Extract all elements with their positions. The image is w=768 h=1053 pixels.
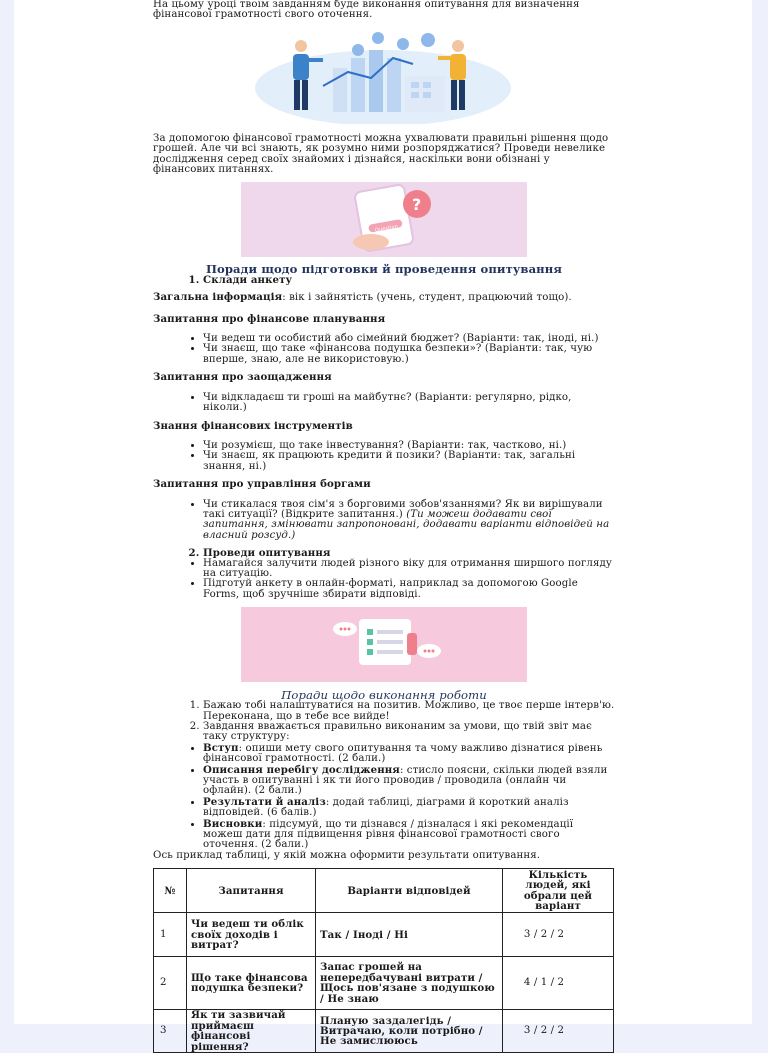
general-info <box>153 292 615 303</box>
list-item <box>203 500 615 542</box>
savings-questions <box>153 393 615 414</box>
list-item: 2. Завдання вважається правильно виконаним за умови, що твій звіт має таку структуру: <box>203 722 615 743</box>
structure-label: Вступ <box>203 741 239 754</box>
debt-question: Чи стикалася твоя сім'я з борговими зобов'язаннями? Як ви вирішували такі ситуації? (Відкрите запитання.) <box>203 498 603 520</box>
list-item: • Підготуй анкету в онлайн-форматі, наприклад за допомогою Google Forms, щоб зручніше збирати відповіді. <box>203 579 615 600</box>
list-item <box>203 797 615 819</box>
table-cell: 4 / 1 / 2 <box>503 957 614 1010</box>
checklist-illustration <box>241 607 527 682</box>
list-item: • Чи знаєш, як працюють кредити й позики? (Варіанти: так, загальні знання, ні.) <box>203 451 615 472</box>
structure-text: : додай таблиці, діаграми й короткий аналіз відповідей. (6 балів.) <box>203 796 569 819</box>
table-cell: 3 <box>154 1010 187 1053</box>
table-row <box>154 957 614 1010</box>
structure-text: : підсумуй, що ти дізнався / дізналася і які рекомендації можеш дати для підвищення рівня фінансової грамотності свого оточення. (2 бали.) <box>203 818 574 851</box>
table-cell: Як ти зазвичай приймаєш фінансові рішення? <box>187 1010 316 1053</box>
table-header-cell: Запитання <box>187 869 316 913</box>
planning-questions <box>153 334 615 365</box>
table-cell: Так / Іноді / Ні <box>316 913 503 957</box>
table-intro: Ось приклад таблиці, у якій можна оформити результати опитування. <box>153 849 541 861</box>
structure-text: : стисло поясни, скільки людей взяли участь в опитуванні і як ти його проводив / проводила (онлайн чи офлайн). (2 бали.) <box>203 764 608 797</box>
table-row <box>154 913 614 957</box>
table-cell: 3 / 2 / 2 <box>503 913 614 957</box>
general-info-text: : вік і зайнятість (учень, студент, працюючий тощо). <box>282 292 572 304</box>
conduct-tips <box>153 559 615 601</box>
debt-hint: (Ти можеш додавати свої запитання, змінювати запропоновані, додавати варіанти відповідей на власний розсуд.) <box>203 508 610 541</box>
list-item <box>203 743 615 765</box>
steps-list-1 <box>153 275 615 285</box>
report-structure <box>153 743 615 851</box>
structure-label: Результати й аналіз <box>203 795 326 808</box>
list-item <box>203 819 615 851</box>
intro-paragraph-2: За допомогою фінансової грамотності можна ухвалювати правильні рішення щодо грошей. Але чи всі знають, як розумно ними розпоряджатися? Проведи невелике дослідження серед своїх знайомих і дізнайся, наскільки вони обізнані у фінансових питаннях. <box>153 132 609 176</box>
table-cell: Що таке фінансова подушка безпеки? <box>187 957 316 1010</box>
table-header-row <box>154 869 614 913</box>
table-header-cell: Варіанти відповідей <box>316 869 503 913</box>
preparation-heading: Поради щодо підготовки й проведення опитування <box>205 262 563 277</box>
structure-label: Описання перебігу дослідження <box>203 763 400 776</box>
steps-list-2 <box>153 548 615 558</box>
document-page <box>14 0 752 1053</box>
list-item: • Чи знаєш, що таке «фінансова подушка безпеки»? (Варіанти: так, чую вперше, знаю, але не використовую.) <box>203 344 615 365</box>
list-item: 1. Бажаю тобі налаштуватися на позитив. Можливо, це твоє перше інтерв'ю. Переконана, що в тебе все вийде! <box>203 701 615 722</box>
table-cell: 1 <box>154 913 187 957</box>
list-item: • Чи відкладаєш ти гроші на майбутнє? (Варіанти: регулярно, рідко, ніколи.) <box>203 393 615 414</box>
list-item <box>203 765 615 797</box>
work-tips-list <box>153 701 615 743</box>
financial-literacy-illustration <box>253 28 513 124</box>
structure-label: Висновки <box>203 817 263 830</box>
list-item: • Чи ведеш ти особистий або сімейний бюджет? (Варіанти: так, іноді, ні.) <box>203 334 615 344</box>
list-item: • Намагайся залучити людей різного віку для отримання ширшого погляду на ситуацію. <box>203 559 615 580</box>
planning-title: Запитання про фінансове планування <box>153 312 386 325</box>
results-table <box>153 868 614 1053</box>
intro-paragraph: На цьому уроці твоїм завданням буде виконання опитування для визначення фінансової грамотності свого оточення. <box>153 0 580 21</box>
table-cell: Чи ведеш ти облік своїх доходів і витрат? <box>187 913 316 957</box>
table-cell: 3 / 2 / 2 <box>503 1010 614 1053</box>
document-content <box>153 0 615 1053</box>
question-phone-illustration <box>241 182 527 257</box>
table-header-cell: Кількість людей, які обрали цей варіант <box>503 869 614 913</box>
step-conduct-survey: 2. Проведи опитування <box>203 548 615 558</box>
table-header-cell: № <box>154 869 187 913</box>
phone-tag-text: Question <box>374 224 399 235</box>
debt-title: Запитання про управління боргами <box>153 478 371 491</box>
savings-title: Запитання про заощадження <box>153 371 332 384</box>
table-cell: Запас грошей на непередбачувані витрати / Щось пов'язане з подушкою / Не знаю <box>316 957 503 1010</box>
structure-text: : опиши мету свого опитування та чому важливо дізнатися рівень фінансової грамотності. (2 бали.) <box>203 742 603 765</box>
general-info-label: Загальна інформація <box>153 291 283 304</box>
instruments-title: Знання фінансових інструментів <box>153 419 353 432</box>
list-item: • Чи розумієш, що таке інвестування? (Варіанти: так, частково, ні.) <box>203 441 615 451</box>
table-cell: Планую заздалегідь / Витрачаю, коли потрібно / Не замислююсь <box>316 1010 503 1053</box>
debt-questions <box>153 500 615 542</box>
step-compose-survey: 1. Склади анкету <box>203 275 615 285</box>
table-row <box>154 1010 614 1053</box>
work-tips-heading: Поради щодо виконання роботи <box>281 688 487 703</box>
instruments-questions <box>153 441 615 472</box>
svg-text:?: ? <box>412 195 422 215</box>
table-cell: 2 <box>154 957 187 1010</box>
